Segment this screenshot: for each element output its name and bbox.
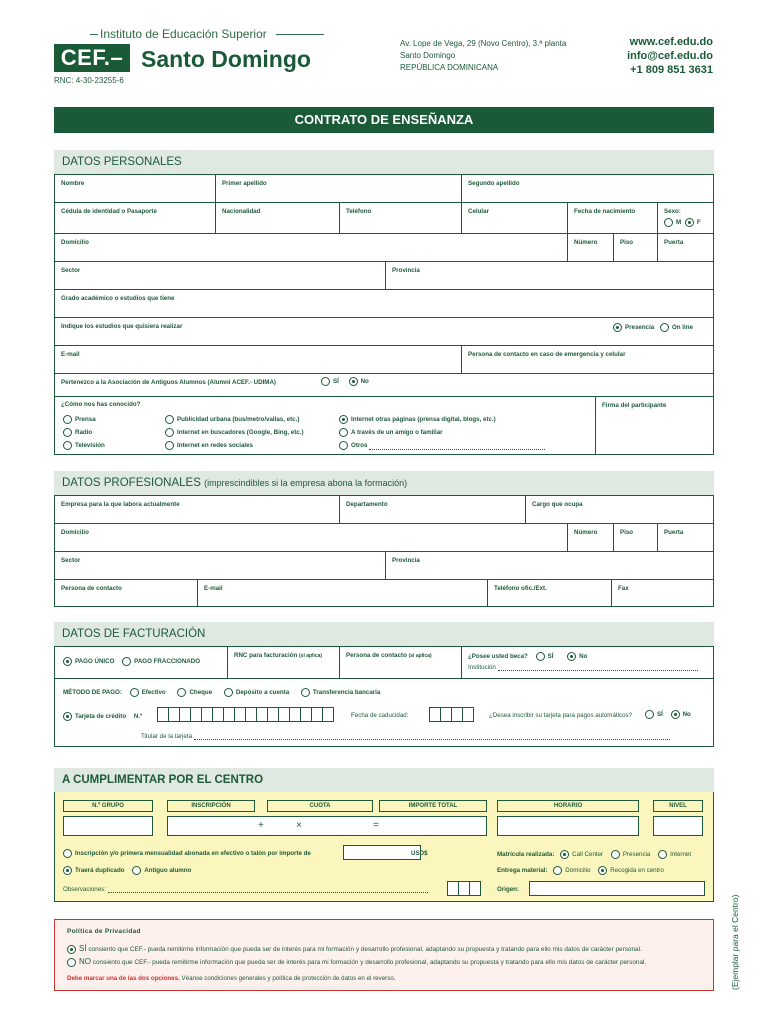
floor-field[interactable]: Piso <box>613 234 657 261</box>
option-label: Internet en redes sociales <box>177 442 254 450</box>
form-row <box>55 345 713 373</box>
institution-input[interactable] <box>498 665 698 671</box>
autopay-yes-label: SÍ <box>657 711 663 719</box>
sex-m-radio[interactable] <box>664 218 673 227</box>
form-row <box>55 261 713 289</box>
online-label: On line <box>671 324 693 332</box>
section-heading-professional <box>54 471 714 495</box>
consent-yes-text: consiento que CEF.- pueda remitirme información que pueda ser de interés para mi formación y desarrollo profesional, adaptando su propuesta y tratando para ello mis datos de carácter personal. <box>88 946 642 953</box>
digit-box[interactable] <box>322 707 334 722</box>
split-payment-radio[interactable] <box>122 657 131 666</box>
address-field[interactable]: Domicilio <box>61 239 89 246</box>
office-phone-field[interactable]: Teléfono ofic./Ext. <box>487 580 611 607</box>
privacy-title: Política de Privacidad <box>67 928 141 935</box>
former-student-label: Antiguo alumno <box>144 867 192 875</box>
option-label: Internet otras páginas (prensa digital, blogs, etc.) <box>351 416 496 424</box>
currency-label: USD$ <box>411 850 428 857</box>
company-address-field[interactable]: Domicilio <box>61 529 89 536</box>
group-input[interactable] <box>63 816 153 836</box>
card-number-label: N.º <box>133 713 143 721</box>
sector-field[interactable]: Sector <box>61 267 81 274</box>
form-row <box>55 289 713 317</box>
floor-field[interactable]: Piso <box>613 524 657 551</box>
presence-label: Presencia <box>625 324 655 332</box>
header-rule <box>276 34 324 35</box>
cheque-radio[interactable] <box>177 688 186 697</box>
id-field[interactable]: Cédula de identidad o Pasaporte <box>61 208 157 215</box>
plus-sign: + <box>258 820 264 831</box>
form-row <box>55 579 713 607</box>
transfer-label: Transferencia bancaria <box>312 689 381 697</box>
option-radio[interactable] <box>165 415 174 424</box>
section-note: (imprescindibles si la empresa abona la formación) <box>204 478 408 488</box>
option-item <box>63 415 96 424</box>
sex-f-label: F <box>696 219 701 227</box>
sex-m-label: M <box>676 219 682 227</box>
form-row <box>55 523 713 551</box>
first-surname-field[interactable]: Primer apellido <box>215 175 461 202</box>
section-title: DATOS PROFESIONALES <box>62 477 201 489</box>
equals-sign: = <box>373 820 379 831</box>
required-choice-note: Debe marcar una de las dos opciones. <box>67 975 180 982</box>
scholarship-no-label: No <box>579 653 588 661</box>
contact-info <box>627 35 713 77</box>
origin-input[interactable] <box>529 881 705 896</box>
consent-yes-prefix: SÍ <box>79 944 87 953</box>
alumni-options <box>321 377 369 386</box>
scholarship-yes-radio[interactable] <box>536 652 545 661</box>
option-radio[interactable] <box>339 441 348 450</box>
autopay-no-label: No <box>682 711 691 719</box>
sex-field <box>657 203 715 233</box>
observations-row <box>63 886 428 893</box>
option-item <box>339 441 545 450</box>
payment-type-options <box>63 657 200 666</box>
option-item <box>339 428 443 437</box>
website-link[interactable]: www.cef.edu.do <box>629 36 713 48</box>
scholarship-field <box>461 647 715 678</box>
header-rule <box>90 34 98 35</box>
option-label: Otros <box>351 442 368 450</box>
option-item <box>165 441 253 450</box>
internet-label: Internet <box>670 851 692 859</box>
nationality-field[interactable]: Nacionalidad <box>215 203 339 233</box>
form-row <box>55 233 713 261</box>
card-holder-input[interactable] <box>194 734 670 740</box>
autopay-options <box>645 710 691 719</box>
degree-field[interactable]: Grado académico o estudios que tiene <box>61 295 175 302</box>
origin-label: Origen: <box>497 886 520 893</box>
cash-label: Efectivo <box>141 689 166 697</box>
other-input-line[interactable] <box>369 444 545 450</box>
first-payment-amount-input[interactable] <box>343 845 421 860</box>
option-label: Prensa <box>75 416 96 424</box>
deposit-radio[interactable] <box>224 688 233 697</box>
duplicate-row <box>63 866 191 875</box>
home-delivery-radio[interactable] <box>553 866 562 875</box>
pickup-radio[interactable] <box>598 866 607 875</box>
section-heading-personal: DATOS PERSONALES <box>54 150 714 174</box>
address-line: Santo Domingo <box>400 51 456 60</box>
credit-card-radio[interactable] <box>63 712 72 721</box>
professional-data-form <box>54 495 714 607</box>
observations-input[interactable] <box>108 887 428 893</box>
department-field[interactable]: Departamento <box>339 496 525 523</box>
institution-line <box>468 664 715 671</box>
studies-field[interactable]: Indique los estudios que quisiera realizar <box>61 323 183 330</box>
option-label: Televisión <box>75 442 105 450</box>
privacy-consent-no <box>67 957 646 967</box>
consent-no-radio[interactable] <box>67 958 76 967</box>
mode-options <box>613 323 693 332</box>
first-payment-row <box>63 849 311 858</box>
internet-radio[interactable] <box>658 850 667 859</box>
option-item <box>63 441 105 450</box>
billing-contact-note: (si aplica) <box>408 653 432 659</box>
material-delivery-label: Entrega material: <box>497 867 548 875</box>
email-field[interactable]: E-mail <box>61 351 80 358</box>
option-radio[interactable] <box>63 428 72 437</box>
credit-card-option <box>63 712 142 721</box>
sex-label: Sexo: <box>664 208 681 215</box>
cheque-label: Cheque <box>189 689 213 697</box>
payment-method-label: MÉTODO DE PAGO: <box>63 689 122 697</box>
sex-options <box>664 218 715 227</box>
former-student-radio[interactable] <box>132 866 141 875</box>
option-radio[interactable] <box>165 428 174 437</box>
billing-contact-field[interactable] <box>339 647 461 678</box>
deposit-label: Depósito a cuenta <box>235 689 290 697</box>
digit-box[interactable] <box>469 881 481 896</box>
level-input[interactable] <box>653 816 703 836</box>
autopay-yes-radio[interactable] <box>645 710 654 719</box>
copy-note: (Ejemplar para el Centro) <box>730 894 740 990</box>
col-schedule-header: HORARIO <box>497 800 639 812</box>
name-field[interactable]: Nombre <box>61 180 85 187</box>
institution-label: Institución <box>468 664 496 671</box>
card-holder-row <box>141 733 670 740</box>
form-row <box>55 678 713 747</box>
rnc-number: RNC: 4-30-23255-6 <box>54 76 124 85</box>
cash-radio[interactable] <box>130 688 139 697</box>
form-row <box>55 495 713 523</box>
presence-radio[interactable] <box>611 850 620 859</box>
door-field[interactable]: Puerta <box>657 234 715 261</box>
rnc-label: RNC para facturación <box>234 652 298 659</box>
online-radio[interactable] <box>660 323 669 332</box>
sector-field[interactable]: Sector <box>61 557 81 564</box>
presence-label: Presencia <box>622 851 651 859</box>
option-radio[interactable] <box>165 441 174 450</box>
payment-method-row <box>63 688 380 697</box>
number-field[interactable]: Número <box>567 524 613 551</box>
form-row <box>55 646 713 678</box>
option-item <box>165 428 304 437</box>
form-row <box>55 202 713 233</box>
credit-card-label: Tarjeta de crédito <box>75 713 127 721</box>
province-field[interactable]: Provincia <box>385 552 715 579</box>
alumni-question: Pertenezco a la Asociación de Antiguos Alumnos (Alumni ACEF.- UDIMA) <box>61 379 276 386</box>
centre-form <box>54 792 714 902</box>
option-radio[interactable] <box>339 428 348 437</box>
autopay-no-radio[interactable] <box>671 710 680 719</box>
address-line: Av. Lope de Vega, 29 (Novo Centro), 3.ª planta <box>400 39 567 48</box>
sex-f-radio[interactable] <box>685 218 694 227</box>
conditions-note: Véanse condiciones generales y política de protección de datos en el reverso. <box>181 975 396 982</box>
schedule-input[interactable] <box>497 816 639 836</box>
rnc-billing-field[interactable] <box>227 647 339 678</box>
single-payment-label: PAGO ÚNICO <box>75 658 115 666</box>
pickup-label: Recogida en centro <box>610 867 664 875</box>
option-label: Internet en buscadores (Google, Bing, etc.) <box>177 429 304 437</box>
presence-radio[interactable] <box>613 323 622 332</box>
logo-city: Santo Domingo <box>141 46 311 72</box>
alumni-yes-radio[interactable] <box>321 377 330 386</box>
option-item <box>165 415 299 424</box>
enrolment-channel-row <box>497 850 691 859</box>
card-holder-label: Titular de la tarjeta <box>141 733 193 740</box>
first-payment-radio[interactable] <box>63 849 72 858</box>
billing-contact-label: Persona de contacto <box>346 652 407 659</box>
option-item <box>339 415 496 424</box>
form-row <box>55 174 713 202</box>
option-radio[interactable] <box>63 415 72 424</box>
alumni-no-radio[interactable] <box>349 377 358 386</box>
email-link[interactable]: info@cef.edu.do <box>627 50 713 62</box>
section-heading-billing: DATOS DE FACTURACIÓN <box>54 622 714 646</box>
institute-name: Instituto de Educación Superior <box>100 27 267 41</box>
mobile-field[interactable]: Celular <box>461 203 567 233</box>
duplicate-radio[interactable] <box>63 866 72 875</box>
consent-yes-radio[interactable] <box>67 945 76 954</box>
phone-number: +1 809 851 3631 <box>630 64 713 76</box>
first-payment-label: Inscripción y/o primera mensualidad abonada en efectivo o talón por importe de <box>75 850 311 858</box>
billing-form <box>54 646 714 747</box>
privacy-consent-yes <box>67 944 642 954</box>
fax-field[interactable]: Fax <box>611 580 715 607</box>
scholarship-yes-label: SÍ <box>547 653 554 661</box>
logo: CEF.– <box>54 44 130 72</box>
number-field[interactable]: Número <box>567 234 613 261</box>
col-fee-header: CUOTA <box>267 800 373 812</box>
call-center-radio[interactable] <box>560 850 569 859</box>
rnc-note: (si aplica) <box>299 653 323 659</box>
scholarship-question: ¿Posee usted beca? <box>468 653 528 661</box>
option-label: Radio <box>75 429 93 437</box>
times-sign: × <box>296 820 302 831</box>
duplicate-label: Traerá duplicado <box>75 867 125 875</box>
col-group-header: N.º GRUPO <box>63 800 153 812</box>
digit-box[interactable] <box>462 707 474 722</box>
amount-input[interactable] <box>167 816 487 836</box>
birthdate-field[interactable]: Fecha de nacimiento <box>567 203 657 233</box>
province-field[interactable]: Provincia <box>385 262 715 289</box>
door-field[interactable]: Puerta <box>657 524 715 551</box>
option-radio[interactable] <box>63 441 72 450</box>
email-field[interactable]: E-mail <box>197 580 487 607</box>
enrolment-channel-label: Matrícula realizada: <box>497 851 555 859</box>
col-level-header: NIVEL <box>653 800 703 812</box>
emergency-contact-field[interactable]: Persona de contacto en caso de emergencia y celular <box>461 346 715 373</box>
alumni-yes-label: SÍ <box>333 378 339 386</box>
form-row <box>55 373 713 396</box>
split-payment-label: PAGO FRACCIONADO <box>134 658 201 666</box>
option-radio[interactable] <box>339 415 348 424</box>
address-line: REPÚBLICA DOMINICANA <box>400 63 499 72</box>
transfer-radio[interactable] <box>301 688 310 697</box>
option-item <box>63 428 92 437</box>
section-heading-centre: A CUMPLIMENTAR POR EL CENTRO <box>54 768 714 792</box>
home-delivery-label: Domicilio <box>565 867 591 875</box>
personal-data-form <box>54 174 714 455</box>
phone-field[interactable]: Teléfono <box>339 203 461 233</box>
address <box>400 38 566 74</box>
how-heard-question: ¿Cómo nos has conocido? <box>61 401 141 408</box>
contact-person-field[interactable]: Persona de contacto <box>61 585 122 592</box>
col-total-header: IMPORTE TOTAL <box>379 800 487 812</box>
scholarship-no-radio[interactable] <box>567 652 576 661</box>
privacy-box <box>54 919 714 991</box>
form-row <box>55 551 713 579</box>
consent-no-prefix: NO <box>79 957 91 966</box>
company-field[interactable]: Empresa para la que labora actualmente <box>61 501 180 508</box>
form-row <box>55 317 713 345</box>
privacy-footer <box>67 975 395 982</box>
option-label: Publicidad urbana (bus/metro/vallas, etc.) <box>177 416 300 424</box>
signature-field[interactable]: Firma del participante <box>595 397 715 455</box>
position-field[interactable]: Cargo que ocupa <box>525 496 715 523</box>
page-title: CONTRATO DE ENSEÑANZA <box>54 107 714 133</box>
material-delivery-row <box>497 866 664 875</box>
option-label: A través de un amigo o familiar <box>351 429 443 437</box>
call-center-label: Call Center <box>572 851 604 859</box>
alumni-no-label: No <box>360 378 369 386</box>
second-surname-field[interactable]: Segundo apellido <box>461 175 715 202</box>
form-row <box>55 396 713 455</box>
autopay-question: ¿Desea inscribir su tarjeta para pagos automáticos? <box>489 712 633 719</box>
col-enrolment-header: INSCRIPCIÓN <box>167 800 255 812</box>
single-payment-radio[interactable] <box>63 657 72 666</box>
expiry-label: Fecha de caducidad: <box>351 712 409 719</box>
observations-label: Observaciones: <box>63 886 106 893</box>
consent-no-text: consiento que CEF.- pueda remitirme información que pueda ser de interés para mi formación y desarrollo profesional, adaptando su propuesta y tratando para ello mis datos de carácter personal. <box>92 959 647 966</box>
